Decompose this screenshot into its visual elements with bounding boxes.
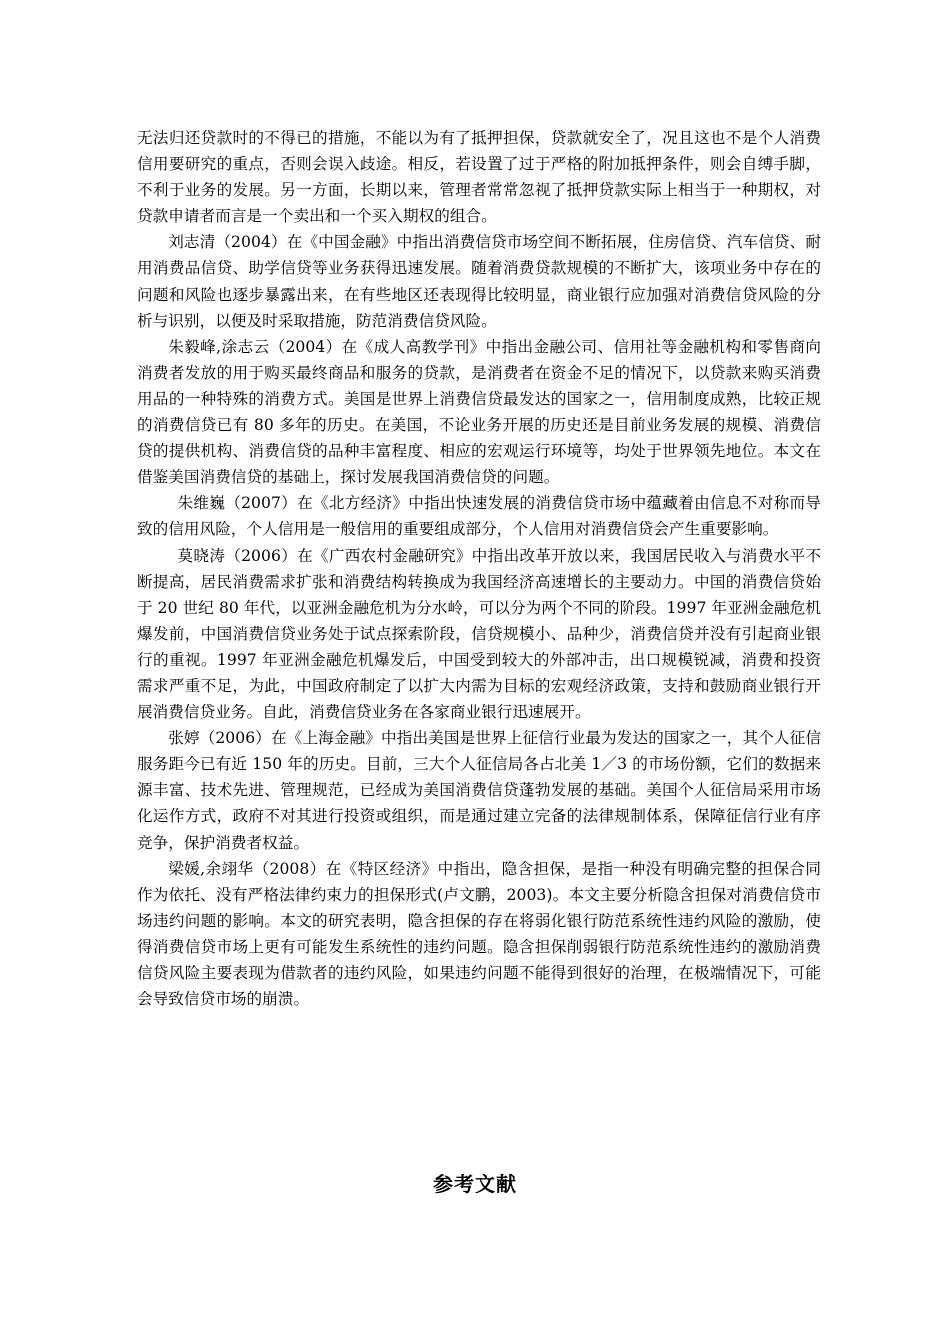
paragraph-liang-yuan: 梁媛,余翊华（2008）在《特区经济》中指出，隐含担保，是指一种没有明确完整的担保合同作为依托、没有严格法律约束力的担保形式(卢文鹏，2003)。本文主要分析隐含担保对消费信贷市场违约问题的影响。本文的研究表明，隐含担保的存在将弱化银行防范系统性违约风险的激励，使得消费信贷市场上更有可能发生系统性的违约问题。隐含担保削弱银行防范系统性违约的激励消费信贷风险主要表现为借款者的违约风险，如果违约问题不能得到很好的治理，在极端情况下，可能会导致信贷市场的崩溃。: [137, 859, 821, 1009]
paragraph-mo-xiaotao: 莫晓涛（2006）在《广西农村金融研究》中指出改革开放以来，我国居民收入与消费水平不断提高，居民消费需求扩张和消费结构转换成为我国经济高速增长的主要动力。中国的消费信贷始于 20 世纪 80 年代，以亚洲金融危机为分水岭，可以分为两个不同的阶段。1997 年亚洲金融危机爆发前，中国消费信贷业务处于试点探索阶段，信贷规模小、品种少，消费信贷并没有引起商业银行的重视。1997 年亚洲金融危机爆发后，中国受到较大的外部冲击，出口规模锐减，消费和投资需求严重不足，为此，中国政府制定了以扩大内需为目标的宏观经济政策，支持和鼓励商业银行开展消费信贷业务。自此，消费信贷业务在各家商业银行迅速展开。: [137, 546, 821, 722]
paragraph-mortgage-continuation: 无法归还贷款时的不得已的措施，不能以为有了抵押担保，贷款就安全了，况且这也不是个人消费信用要研究的重点，否则会误入歧途。相反，若设置了过于严格的附加抵押条件，则会自缚手脚，不利于业务的发展。另一方面，长期以来，管理者常常忽视了抵押贷款实际上相当于一种期权，对贷款申请者而言是一个卖出和一个买入期权的组合。: [137, 129, 821, 226]
paragraph-zhu-yifeng: 朱毅峰,涂志云（2004）在《成人高教学刊》中指出金融公司、信用社等金融机构和零售商向消费者发放的用于购买最终商品和服务的贷款，是消费者在资金不足的情况下，以贷款来购买消费用品的一种特殊的消费方式。美国是世界上消费信贷最发达的国家之一，信用制度成熟，比较正规的消费信贷已有 80 多年的历史。在美国，不论业务开展的历史还是目前业务发展的规模、消费信贷的提供机构、消费信贷的品种丰富程度、相应的宏观运行环境等，均处于世界领先地位。本文在借鉴美国消费信贷的基础上，探讨发展我国消费信贷的问题。: [137, 337, 821, 487]
paragraph-zhu-weiwei: 朱维巍（2007）在《北方经济》中指出快速发展的消费信贷市场中蕴藏着由信息不对称而导致的信用风险，个人信用是一般信用的重要组成部分，个人信用对消费信贷会产生重要影响。: [137, 494, 821, 539]
references-heading: 参考文献: [433, 1172, 517, 1196]
paragraph-zhang-ting: 张婷（2006）在《上海金融》中指出美国是世界上征信行业最为发达的国家之一，其个人征信服务距今已有近 150 年的历史。目前，三大个人征信局各占北美 1／3 的市场份额，它们的数据来源丰富、技术先进、管理规范，已经成为美国消费信贷蓬勃发展的基础。美国个人征信局采用市场化运作方式，政府不对其进行投资或组织，而是通过建立完备的法律规制体系，保障征信行业有序竞争，保护消费者权益。: [137, 729, 821, 852]
paragraph-liu-zhiqing: 刘志清（2004）在《中国金融》中指出消费信贷市场空间不断拓展，住房信贷、汽车信贷、耐用消费品信贷、助学信贷等业务获得迅速发展。随着消费贷款规模的不断扩大，该项业务中存在的问题和风险也逐步暴露出来，在有些地区还表现得比较明显，商业银行应加强对消费信贷风险的分析与识别，以便及时采取措施，防范消费信贷风险。: [137, 233, 821, 330]
document-body: [137, 125, 821, 1012]
